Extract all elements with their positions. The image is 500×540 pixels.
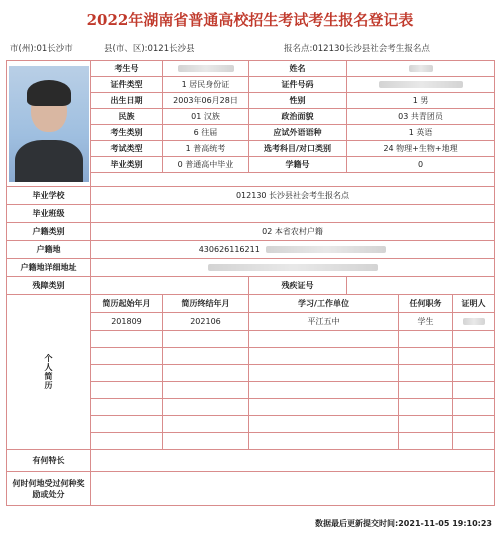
registration-form bbox=[6, 60, 495, 506]
grad-class-label: 毕业班级 bbox=[7, 205, 91, 223]
resume-row-1-unit: 平江五中 bbox=[249, 313, 399, 331]
grad-type-label: 毕业类别 bbox=[91, 157, 163, 173]
name-label: 姓名 bbox=[249, 61, 347, 77]
photo-row-spacer bbox=[91, 173, 495, 187]
resume-header-end: 简历终结年月 bbox=[163, 295, 249, 313]
disability-no-label: 残疾证号 bbox=[249, 277, 347, 295]
id-no-value bbox=[347, 77, 495, 93]
registration-site-label: 报名点:012130长沙县社会考生报名点 bbox=[284, 44, 430, 54]
resume-header-start: 简历起始年月 bbox=[91, 295, 163, 313]
name-value bbox=[347, 61, 495, 77]
resume-side-cell bbox=[7, 295, 91, 450]
resume-header-position: 任何职务 bbox=[399, 295, 453, 313]
subjects-value: 24 物理+生物+地理 bbox=[347, 141, 495, 157]
candidate-type-value: 6 往届 bbox=[163, 125, 249, 141]
resume-row-1-position: 学生 bbox=[399, 313, 453, 331]
county-label: 县(市、区):0121长沙县 bbox=[104, 44, 195, 54]
hukou-code: 430626116211 bbox=[198, 245, 260, 254]
grad-type-value: 0 普通高中毕业 bbox=[163, 157, 249, 173]
hukou-addr-value bbox=[91, 259, 495, 277]
political-label: 政治面貌 bbox=[249, 109, 347, 125]
specialty-label: 有何特长 bbox=[7, 450, 91, 472]
resume-header-witness: 证明人 bbox=[453, 295, 495, 313]
hukou-type-value: 02 本省农村户籍 bbox=[91, 223, 495, 241]
hukou-addr-label: 户籍地详细地址 bbox=[7, 259, 91, 277]
foreign-lang-value: 1 英语 bbox=[347, 125, 495, 141]
resume-header-unit: 学习/工作单位 bbox=[249, 295, 399, 313]
political-value: 03 共青团员 bbox=[347, 109, 495, 125]
student-no-label: 学籍号 bbox=[249, 157, 347, 173]
id-type-label: 证件类型 bbox=[91, 77, 163, 93]
awards-label: 何时何地受过何种奖励或处分 bbox=[7, 472, 91, 506]
subjects-label: 选考科目/对口类别 bbox=[249, 141, 347, 157]
resume-side-label: 个人简历 bbox=[44, 354, 53, 390]
id-type-value: 1 居民身份证 bbox=[163, 77, 249, 93]
exam-type-value: 1 普高统考 bbox=[163, 141, 249, 157]
awards-value bbox=[91, 472, 495, 506]
grad-class-value bbox=[91, 205, 495, 223]
hukou-type-label: 户籍类别 bbox=[7, 223, 91, 241]
last-updated-text: 数据最后更新提交时间:2021-11-05 19:10:23 bbox=[315, 519, 492, 528]
disability-no-value bbox=[347, 277, 495, 295]
specialty-value bbox=[91, 450, 495, 472]
student-no-value: 0 bbox=[347, 157, 495, 173]
form-title: 2022年湖南省普通高校招生考试考生报名登记表 bbox=[86, 11, 414, 29]
exam-no-value bbox=[163, 61, 249, 77]
photo-cell bbox=[7, 61, 91, 187]
resume-row-1-end: 202106 bbox=[163, 313, 249, 331]
hukou-value bbox=[91, 241, 495, 259]
gender-value: 1 男 bbox=[347, 93, 495, 109]
candidate-photo bbox=[9, 66, 89, 182]
grad-school-label: 毕业学校 bbox=[7, 187, 91, 205]
resume-row-1-start: 201809 bbox=[91, 313, 163, 331]
exam-no-label: 考生号 bbox=[91, 61, 163, 77]
city-label: 市(州):01长沙市 bbox=[10, 44, 73, 54]
resume-row-1-witness bbox=[453, 313, 495, 331]
disability-type-label: 残障类别 bbox=[7, 277, 91, 295]
foreign-lang-label: 应试外语语种 bbox=[249, 125, 347, 141]
disability-type-value bbox=[91, 277, 249, 295]
gender-label: 性别 bbox=[249, 93, 347, 109]
birth-value: 2003年06月28日 bbox=[163, 93, 249, 109]
hukou-label: 户籍地 bbox=[7, 241, 91, 259]
birth-label: 出生日期 bbox=[91, 93, 163, 109]
exam-type-label: 考试类型 bbox=[91, 141, 163, 157]
ethnicity-value: 01 汉族 bbox=[163, 109, 249, 125]
candidate-type-label: 考生类别 bbox=[91, 125, 163, 141]
id-no-label: 证件号码 bbox=[249, 77, 347, 93]
ethnicity-label: 民族 bbox=[91, 109, 163, 125]
grad-school-value: 012130 长沙县社会考生报名点 bbox=[91, 187, 495, 205]
